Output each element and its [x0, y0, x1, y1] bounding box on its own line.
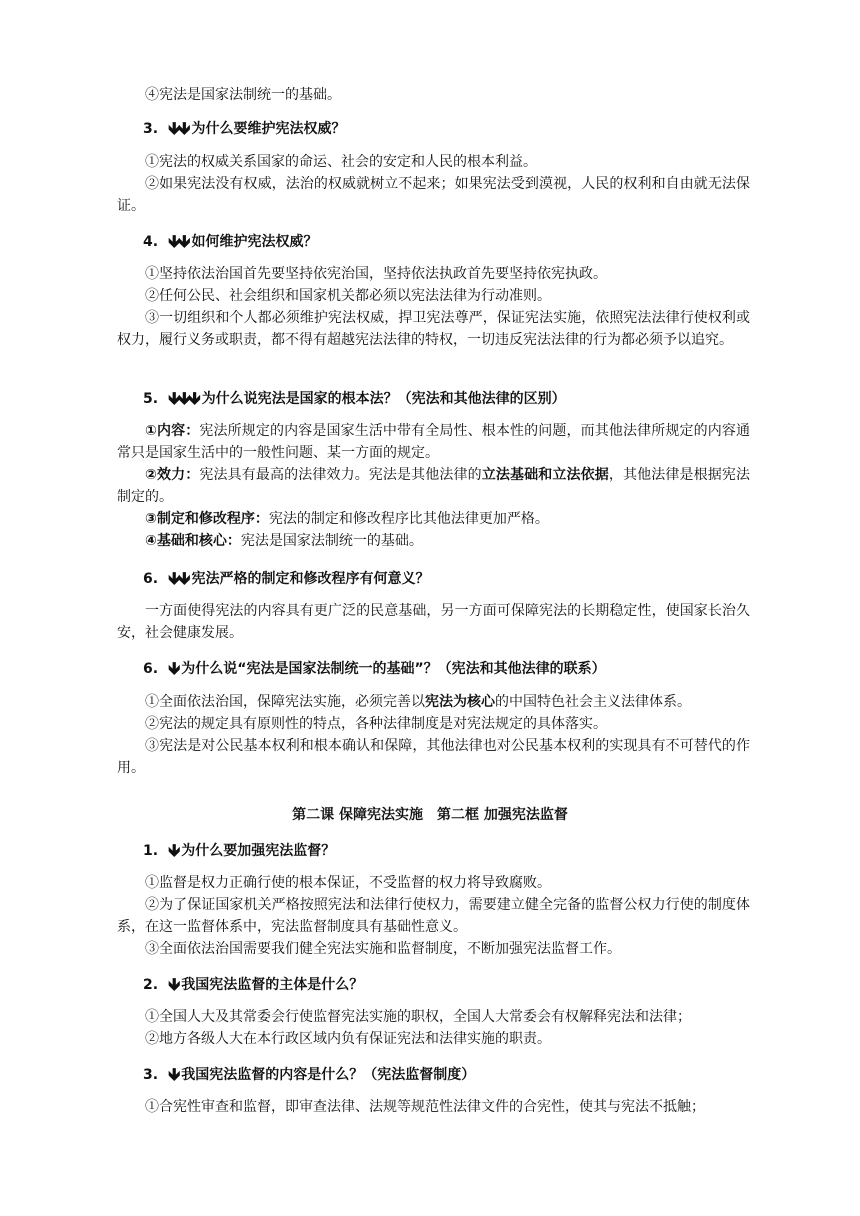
- text: 宪法是国家法制统一的基础。: [240, 533, 423, 549]
- bold-label: ①内容：: [145, 423, 200, 439]
- text: ④宪法是国家法制统一的基础。: [145, 87, 341, 103]
- text: [117, 530, 750, 552]
- text: ①全国人大及其常委会行使监督宪法实施的职权，全国人大常委会有权解释宪法和法律；: [145, 1009, 691, 1025]
- bold-text: 立法基础和立法依据: [481, 467, 609, 483]
- bold-label: ③制定和修改程序：: [145, 511, 269, 527]
- bold-text: 宪法为核心: [425, 694, 495, 710]
- down-arrow-icon: 🡻: [168, 659, 179, 679]
- answer-block: [117, 872, 750, 960]
- bold-label: ②效力：: [145, 467, 200, 483]
- text: ②为了保证国家机关严格按照宪法和法律行使权力，需要建立健全完备的监督公权力行使的制度体系，在这一监督体系中，宪法监督制度具有基础性意义。: [117, 897, 750, 935]
- question-title: 我国宪法监督的内容是什么？（宪法监督制度）: [181, 1067, 476, 1083]
- question-heading: [143, 231, 317, 253]
- answer-block: [117, 263, 750, 351]
- question-number: 6.: [143, 661, 159, 677]
- text: [117, 464, 750, 508]
- text: [117, 691, 750, 713]
- question-number: 6.: [143, 571, 159, 587]
- down-arrow-icon: 🡻🡻🡻: [168, 389, 199, 409]
- answer-block: [117, 420, 750, 552]
- text: ③全面依法治国需要我们健全宪法实施和监督制度，不断加强宪法监督工作。: [145, 941, 621, 957]
- paragraph: [117, 84, 750, 106]
- text: ②地方各级人大在本行政区域内负有保证宪法和法律实施的职责。: [145, 1031, 551, 1047]
- text: ③宪法是对公民基本权利和根本确认和保障，其他法律也对公民基本权利的实现具有不可替代的作用。: [117, 738, 750, 776]
- question-number: 1.: [143, 843, 159, 859]
- question-heading: [143, 1064, 475, 1086]
- down-arrow-icon: 🡻: [168, 841, 179, 861]
- answer-block: [117, 1006, 750, 1050]
- answer-block: [117, 600, 750, 644]
- text: ②宪法的规定具有原则性的特点，各种法律制度是对宪法规定的具体落实。: [145, 716, 607, 732]
- text: 一方面使得宪法的内容具有更广泛的民意基础，另一方面可保障宪法的长期稳定性，使国家长治久安，社会健康发展。: [117, 603, 750, 641]
- question-title: 为什么说宪法是国家的根本法？（宪法和其他法律的区别）: [201, 391, 566, 407]
- question-title: 我国宪法监督的主体是什么？: [181, 977, 364, 993]
- down-arrow-icon: 🡻🡻: [168, 119, 189, 139]
- bold-label: ④基础和核心：: [145, 533, 241, 549]
- question-heading: [143, 388, 566, 410]
- answer-block: [117, 151, 750, 217]
- question-number: 4.: [143, 234, 159, 250]
- text: [117, 420, 750, 464]
- text: ①坚持依法治国首先要坚持依宪治国，坚持依法执政首先要坚持依宪执政。: [145, 266, 607, 282]
- text: 宪法所规定的内容是国家生活中带有全局性、根本性的问题，而其他法律所规定的内容通常只是国家生活中的一般性问题、某一方面的规定。: [117, 423, 750, 461]
- text: 的中国特色社会主义法律体系。: [495, 694, 691, 710]
- question-number: 3.: [143, 1067, 159, 1083]
- question-heading: [143, 840, 335, 862]
- text: ①监督是权力正确行使的根本保证，不受监督的权力将导致腐败。: [145, 875, 551, 891]
- text: [117, 508, 750, 530]
- question-number: 2.: [143, 977, 159, 993]
- question-title: 如何维护宪法权威？: [191, 234, 318, 250]
- down-arrow-icon: 🡻🡻: [168, 232, 189, 252]
- question-heading: [143, 974, 363, 996]
- text: 宪法具有最高的法律效力。宪法是其他法律的: [199, 467, 482, 483]
- text: ①合宪性审查和监督，即审查法律、法规等规范性法律文件的合宪性，使其与宪法不抵触；: [145, 1099, 705, 1115]
- question-heading: [143, 118, 345, 140]
- down-arrow-icon: 🡻: [168, 1065, 179, 1085]
- answer-block: [117, 691, 750, 779]
- question-title: 宪法严格的制定和修改程序有何意义？: [191, 571, 430, 587]
- question-heading: [143, 658, 606, 680]
- section-title: 第二课 保障宪法实施 第二框 加强宪法监督: [292, 807, 568, 823]
- down-arrow-icon: 🡻: [168, 975, 179, 995]
- text: ②如果宪法没有权威，法治的权威就树立不起来；如果宪法受到漠视，人民的权利和自由就无法保证。: [117, 176, 750, 214]
- answer-block: [117, 1096, 750, 1118]
- text: 宪法的制定和修改程序比其他法律更加严格。: [268, 511, 549, 527]
- question-title: 为什么要维护宪法权威？: [191, 121, 346, 137]
- text: ，其他法律是根据宪法制定的。: [117, 467, 751, 505]
- question-number: 5.: [143, 391, 159, 407]
- question-heading: [143, 568, 429, 590]
- text: ①宪法的权威关系国家的命运、社会的安定和人民的根本利益。: [145, 154, 537, 170]
- question-title: 为什么要加强宪法监督？: [181, 843, 336, 859]
- text: ①全面依法治国，保障宪法实施，必须完善以: [145, 694, 425, 710]
- text: ②任何公民、社会组织和国家机关都必须以宪法法律为行动准则。: [145, 288, 551, 304]
- text: ③一切组织和个人都必须维护宪法权威，捍卫宪法尊严，保证宪法实施，依照宪法法律行使权利或权力，履行义务或职责，都不得有超越宪法法律的特权，一切违反宪法法律的行为都必须予以追究。: [117, 310, 750, 348]
- question-number: 3.: [143, 121, 159, 137]
- down-arrow-icon: 🡻🡻: [168, 569, 189, 589]
- question-title: 为什么说“宪法是国家法制统一的基础”？（宪法和其他法律的联系）: [181, 661, 606, 677]
